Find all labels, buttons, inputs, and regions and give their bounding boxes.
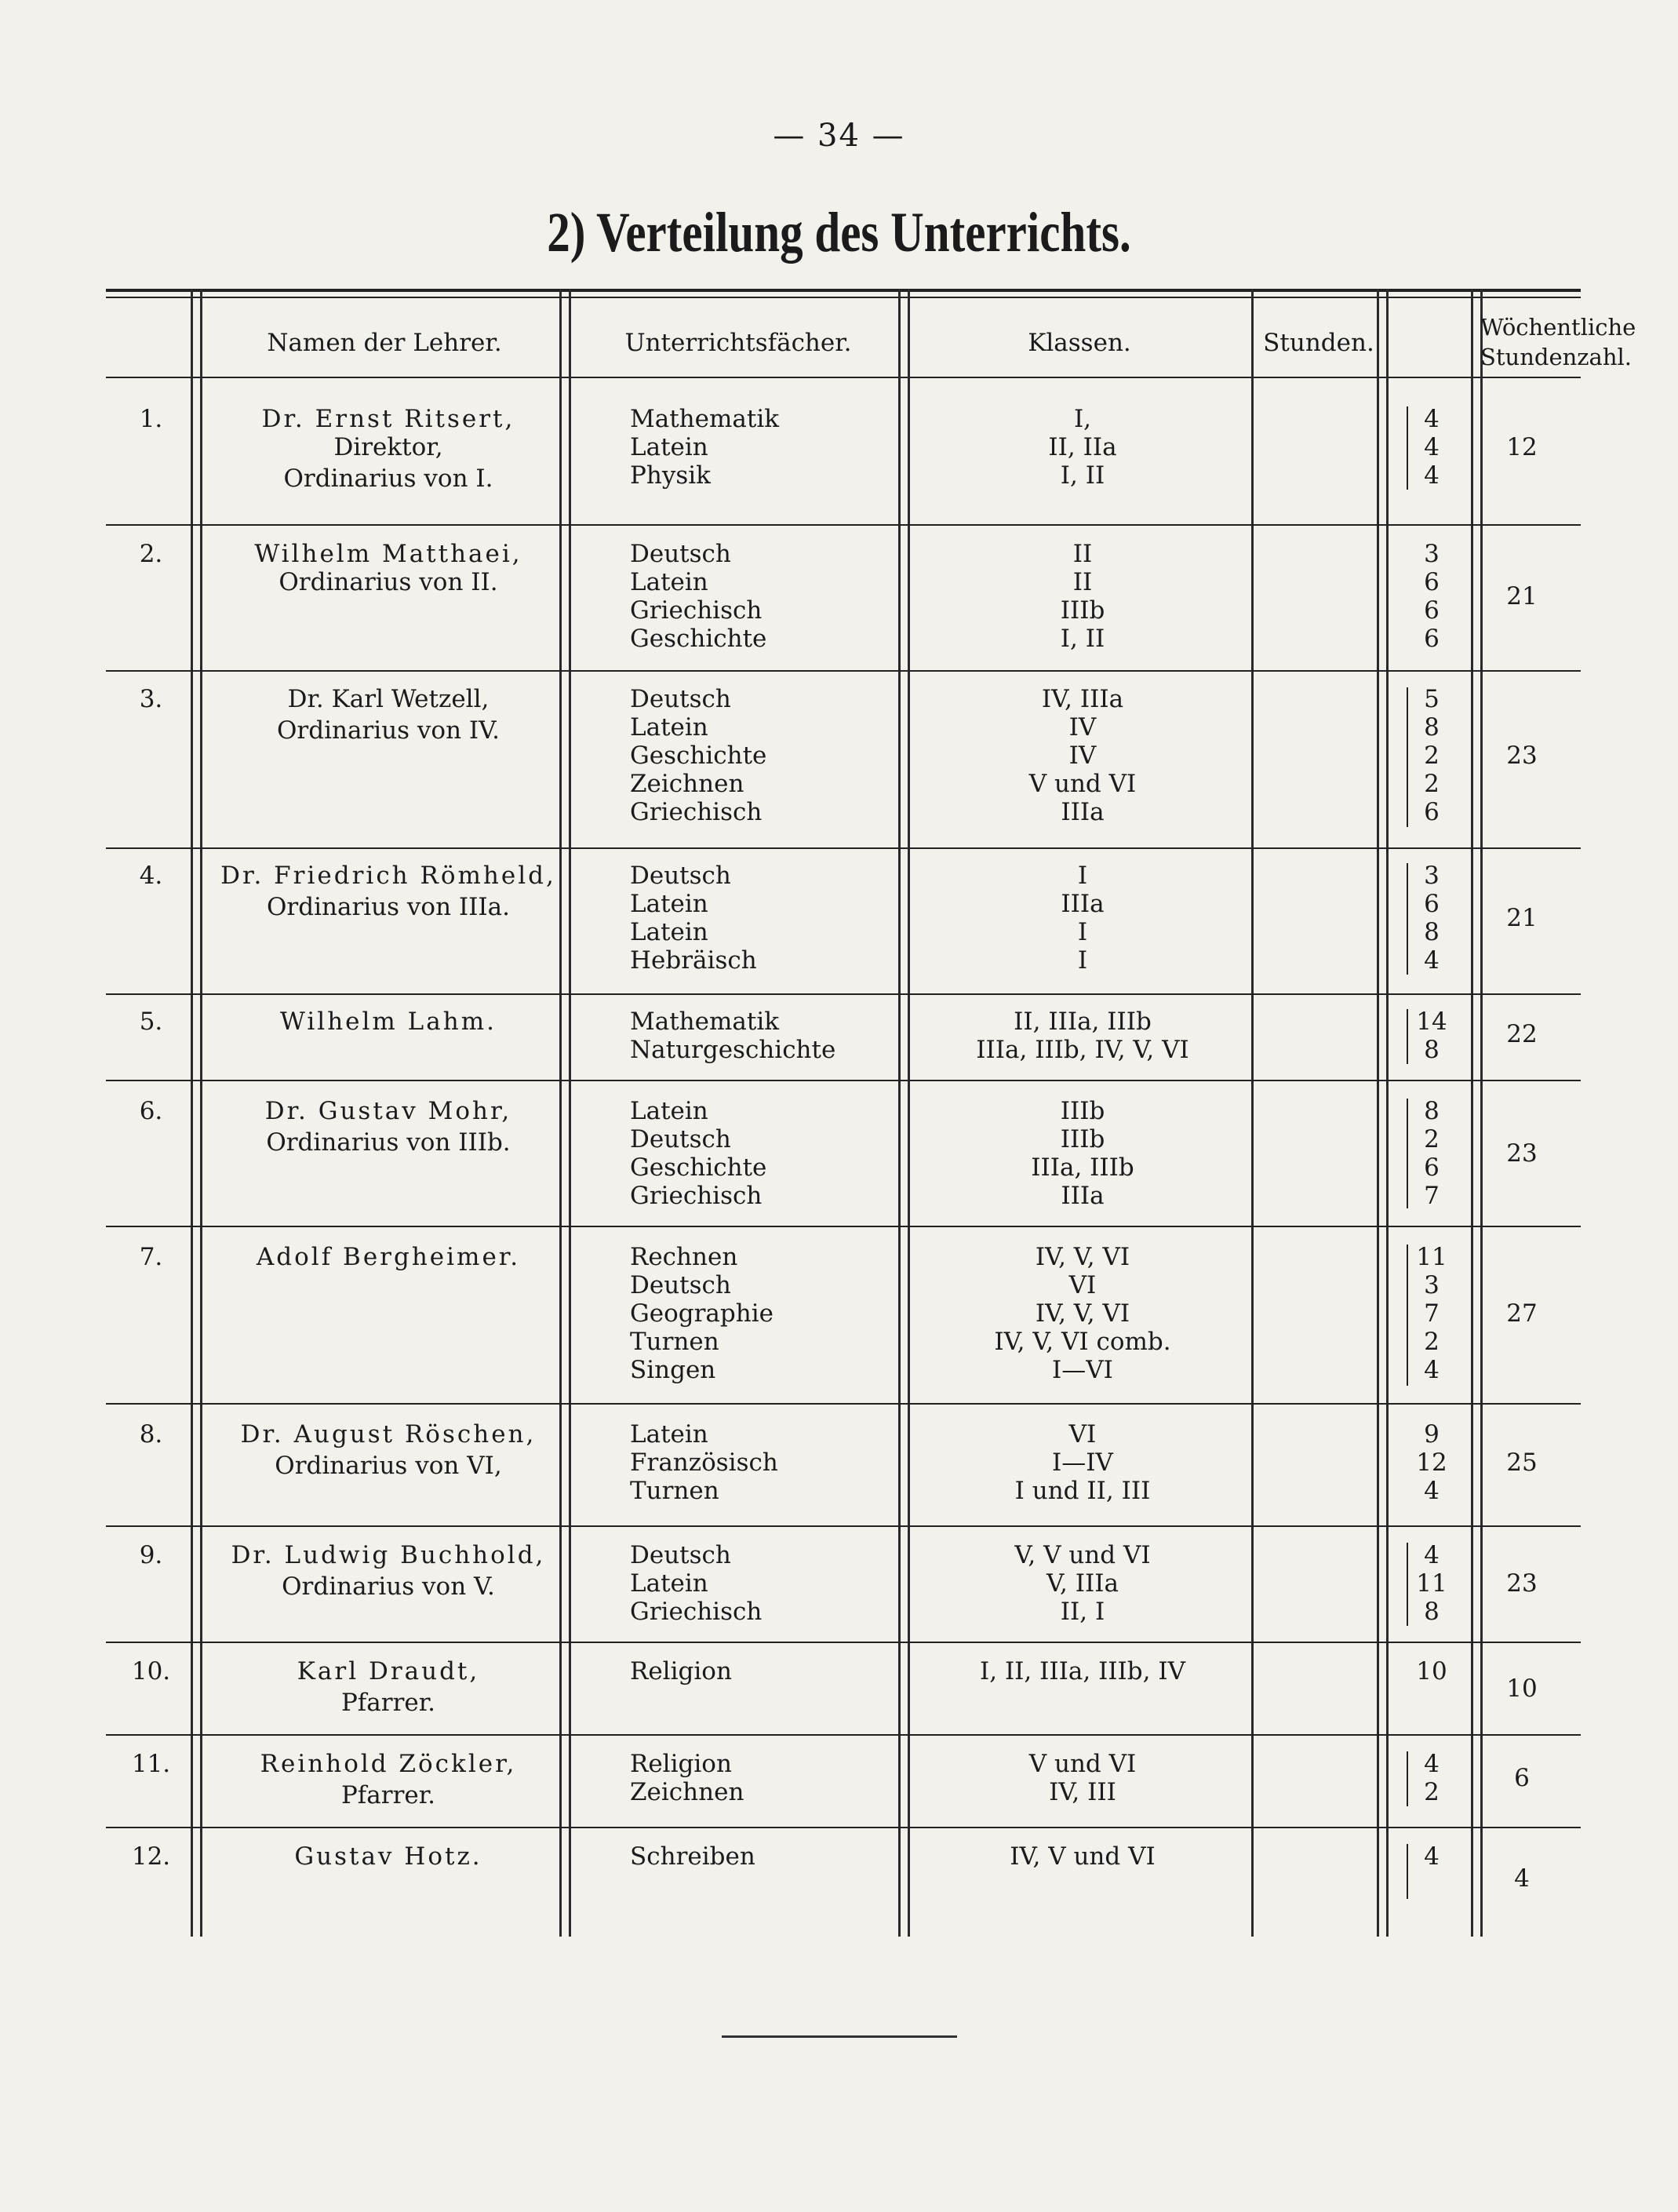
subject: Latein — [630, 433, 708, 461]
teacher-name: Wilhelm Lahm. — [280, 1008, 497, 1036]
row-rule — [106, 1080, 1581, 1081]
teacher-role: Ordinarius von VI, — [275, 1452, 502, 1480]
hours: 7 — [1424, 1182, 1440, 1210]
subject: Latein — [630, 1097, 708, 1125]
subject: Mathematik — [630, 405, 780, 433]
class: II, IIa — [1048, 433, 1117, 461]
hours: 3 — [1424, 862, 1440, 890]
row-rule — [106, 1827, 1581, 1828]
hours: 11 — [1416, 1243, 1447, 1271]
total-hours: 22 — [1506, 1020, 1538, 1048]
teacher-name: Dr. Gustav Mohr, — [264, 1097, 512, 1125]
subject: Geschichte — [630, 625, 767, 653]
teacher-name: Dr. Friedrich Römheld, — [220, 862, 556, 890]
teacher-name: Reinhold Zöckler, — [260, 1750, 517, 1778]
brace — [1407, 687, 1408, 827]
class: V und VI — [1028, 770, 1137, 798]
subject: Griechisch — [630, 798, 763, 826]
brace — [1407, 406, 1408, 490]
total-hours: 27 — [1506, 1299, 1538, 1328]
teacher-name: Wilhelm Matthaei, — [254, 540, 522, 568]
column-divider — [1377, 289, 1379, 1937]
subject: Deutsch — [630, 685, 731, 713]
subject: Deutsch — [630, 862, 731, 890]
subject: Latein — [630, 918, 708, 946]
total-hours: 21 — [1506, 904, 1538, 932]
row-rule — [106, 1642, 1581, 1643]
subject: Deutsch — [630, 1541, 731, 1569]
subject: Latein — [630, 1420, 708, 1449]
class: V, V und VI — [1014, 1541, 1151, 1569]
subject: Geschichte — [630, 1153, 767, 1182]
subject: Rechnen — [630, 1243, 738, 1271]
class: I — [1077, 946, 1088, 975]
hours: 4 — [1424, 1477, 1440, 1505]
table-top-rule — [106, 289, 1581, 292]
teacher-role: Ordinarius von V. — [282, 1572, 495, 1601]
hours: 4 — [1424, 946, 1440, 975]
class: II, IIIa, IIIb — [1014, 1008, 1152, 1036]
total-hours: 6 — [1514, 1764, 1530, 1792]
subject: Religion — [630, 1657, 732, 1685]
row-number: 11. — [131, 1750, 171, 1778]
teacher-role: Pfarrer. — [340, 1689, 436, 1717]
class: IIIa, IIIb — [1031, 1153, 1134, 1182]
row-rule — [106, 1525, 1581, 1527]
brace — [1407, 1009, 1408, 1064]
hours: 2 — [1424, 742, 1440, 770]
hours: 4 — [1424, 1842, 1440, 1871]
class: I — [1077, 918, 1088, 946]
class: II, I — [1060, 1598, 1105, 1626]
teaching-distribution-table — [106, 289, 1636, 1937]
teacher-name: Dr. August Röschen, — [240, 1420, 537, 1449]
hours: 9 — [1424, 1420, 1440, 1449]
brace — [1407, 1844, 1408, 1899]
column-divider — [1386, 289, 1389, 1937]
teacher-role: Ordinarius von IV. — [277, 716, 500, 745]
hours: 2 — [1424, 1328, 1440, 1356]
class: IV — [1068, 742, 1097, 770]
total-hours: 21 — [1506, 582, 1538, 610]
class: I, II, IIIa, IIIb, IV — [979, 1657, 1185, 1685]
hours: 6 — [1424, 568, 1440, 596]
total-hours: 25 — [1506, 1449, 1538, 1477]
hours: 10 — [1416, 1657, 1447, 1685]
class: IV, V, VI — [1035, 1243, 1130, 1271]
total-hours: 4 — [1514, 1864, 1530, 1893]
class: I — [1077, 862, 1088, 890]
row-rule — [106, 1734, 1581, 1736]
row-rule — [106, 524, 1581, 526]
class: I, II — [1060, 461, 1105, 490]
header-classes: Klassen. — [1028, 329, 1131, 357]
hours: 8 — [1424, 918, 1440, 946]
hours: 4 — [1424, 1750, 1440, 1778]
row-number: 2. — [139, 540, 163, 568]
class: I, II — [1060, 625, 1105, 653]
hours: 2 — [1424, 1778, 1440, 1806]
teacher-name: Dr. Ludwig Buchhold, — [231, 1541, 546, 1569]
hours: 8 — [1424, 1036, 1440, 1064]
class: VI — [1068, 1271, 1097, 1299]
subject: Hebräisch — [630, 946, 757, 975]
row-number: 10. — [131, 1657, 171, 1685]
hours: 6 — [1424, 596, 1440, 625]
hours: 14 — [1416, 1008, 1447, 1036]
hours: 2 — [1424, 1125, 1440, 1153]
class: I—IV — [1052, 1449, 1113, 1477]
subject: Latein — [630, 568, 708, 596]
header-hours: Stunden. — [1263, 329, 1374, 357]
brace — [1407, 1751, 1408, 1806]
subject: Latein — [630, 713, 708, 742]
header-rule — [106, 377, 1581, 378]
subject: Deutsch — [630, 1271, 731, 1299]
header-subjects: Unterrichtsfächer. — [624, 329, 852, 357]
brace — [1407, 1543, 1408, 1626]
subject: Französisch — [630, 1449, 778, 1477]
header-total: Wöchentliche Stundenzahl. — [1480, 314, 1636, 370]
teacher-role: Pfarrer. — [340, 1781, 436, 1809]
class: IV, V und VI — [1010, 1842, 1156, 1871]
row-number: 5. — [139, 1008, 163, 1036]
bottom-rule — [722, 2035, 957, 2038]
column-divider — [898, 289, 901, 1937]
hours: 3 — [1424, 1271, 1440, 1299]
teacher-name: Adolf Bergheimer. — [256, 1243, 521, 1271]
hours: 4 — [1424, 1541, 1440, 1569]
class: IIIb — [1060, 1125, 1105, 1153]
subject: Schreiben — [630, 1842, 755, 1871]
subject: Latein — [630, 890, 708, 918]
class: IV, V, VI comb. — [994, 1328, 1171, 1356]
row-number: 1. — [139, 405, 163, 433]
row-rule — [106, 670, 1581, 672]
row-number: 8. — [139, 1420, 163, 1449]
brace — [1407, 863, 1408, 975]
class: V und VI — [1028, 1750, 1137, 1778]
hours: 8 — [1424, 713, 1440, 742]
subject: Naturgeschichte — [630, 1036, 836, 1064]
subject: Mathematik — [630, 1008, 780, 1036]
hours: 6 — [1424, 625, 1440, 653]
class: IIIb — [1060, 596, 1105, 625]
class: IV — [1068, 713, 1097, 742]
teacher-name: Dr. Karl Wetzell, — [287, 685, 490, 713]
class: I und II, III — [1014, 1477, 1151, 1505]
class: II — [1072, 568, 1093, 596]
subject: Griechisch — [630, 1182, 763, 1210]
hours: 8 — [1424, 1598, 1440, 1626]
hours: 8 — [1424, 1097, 1440, 1125]
hours: 5 — [1424, 685, 1440, 713]
brace — [1407, 1244, 1408, 1386]
subject: Geographie — [630, 1299, 773, 1328]
hours: 4 — [1424, 405, 1440, 433]
total-hours: 23 — [1506, 742, 1538, 770]
class: IIIa — [1061, 798, 1105, 826]
subject: Religion — [630, 1750, 732, 1778]
class: IV, V, VI — [1035, 1299, 1130, 1328]
row-number: 9. — [139, 1541, 163, 1569]
hours: 12 — [1416, 1449, 1447, 1477]
class: II — [1072, 540, 1093, 568]
subject: Griechisch — [630, 1598, 763, 1626]
total-hours: 23 — [1506, 1569, 1538, 1598]
column-divider — [908, 289, 910, 1937]
class: IV, IIIa — [1041, 685, 1124, 713]
teacher-name: Dr. Ernst Ritsert, — [261, 405, 515, 433]
row-number: 7. — [139, 1243, 163, 1271]
hours: 11 — [1416, 1569, 1447, 1598]
class: V, IIIa — [1046, 1569, 1119, 1598]
class: IV, III — [1049, 1778, 1116, 1806]
hours: 4 — [1424, 461, 1440, 490]
total-hours: 10 — [1506, 1674, 1538, 1703]
total-hours: 12 — [1506, 433, 1538, 461]
class: IIIa, IIIb, IV, V, VI — [976, 1036, 1189, 1064]
class: VI — [1068, 1420, 1097, 1449]
class: I—VI — [1052, 1356, 1113, 1384]
teacher-role: Ordinarius von I. — [283, 465, 493, 493]
hours: 4 — [1424, 1356, 1440, 1384]
teacher-name: Gustav Hotz. — [294, 1842, 482, 1871]
header-name: Namen der Lehrer. — [267, 329, 502, 357]
hours: 7 — [1424, 1299, 1440, 1328]
hours: 2 — [1424, 770, 1440, 798]
subject: Geschichte — [630, 742, 767, 770]
total-hours: 23 — [1506, 1139, 1538, 1168]
hours: 3 — [1424, 540, 1440, 568]
teacher-role: Direktor, — [333, 433, 443, 461]
row-rule — [106, 847, 1581, 849]
subject: Singen — [630, 1356, 716, 1384]
class: IIIa — [1061, 1182, 1105, 1210]
row-number: 3. — [139, 685, 163, 713]
hours: 6 — [1424, 798, 1440, 826]
row-number: 6. — [139, 1097, 163, 1125]
subject: Turnen — [630, 1477, 719, 1505]
row-rule — [106, 993, 1581, 995]
subject: Turnen — [630, 1328, 719, 1356]
teacher-name: Karl Draudt, — [297, 1657, 480, 1685]
hours: 6 — [1424, 890, 1440, 918]
page-title: 2) Verteilung des Unterrichts. — [547, 201, 1131, 264]
subject: Zeichnen — [630, 1778, 744, 1806]
subject: Griechisch — [630, 596, 763, 625]
teacher-role: Ordinarius von II. — [278, 568, 498, 596]
page-number: — 34 — — [773, 118, 905, 154]
class: IIIb — [1060, 1097, 1105, 1125]
subject: Deutsch — [630, 540, 731, 568]
row-number: 12. — [131, 1842, 171, 1871]
row-number: 4. — [139, 862, 163, 890]
subject: Deutsch — [630, 1125, 731, 1153]
subject: Zeichnen — [630, 770, 744, 798]
teacher-role: Ordinarius von IIIa. — [267, 893, 510, 921]
subject: Latein — [630, 1569, 708, 1598]
brace — [1407, 1099, 1408, 1208]
hours: 6 — [1424, 1153, 1440, 1182]
class: I, — [1073, 405, 1092, 433]
column-divider — [1251, 289, 1254, 1937]
table-top-rule-thin — [106, 297, 1581, 298]
row-rule — [106, 1403, 1581, 1405]
row-rule — [106, 1226, 1581, 1227]
hours: 4 — [1424, 433, 1440, 461]
subject: Physik — [630, 461, 711, 490]
class: IIIa — [1061, 890, 1105, 918]
teacher-role: Ordinarius von IIIb. — [266, 1128, 511, 1157]
